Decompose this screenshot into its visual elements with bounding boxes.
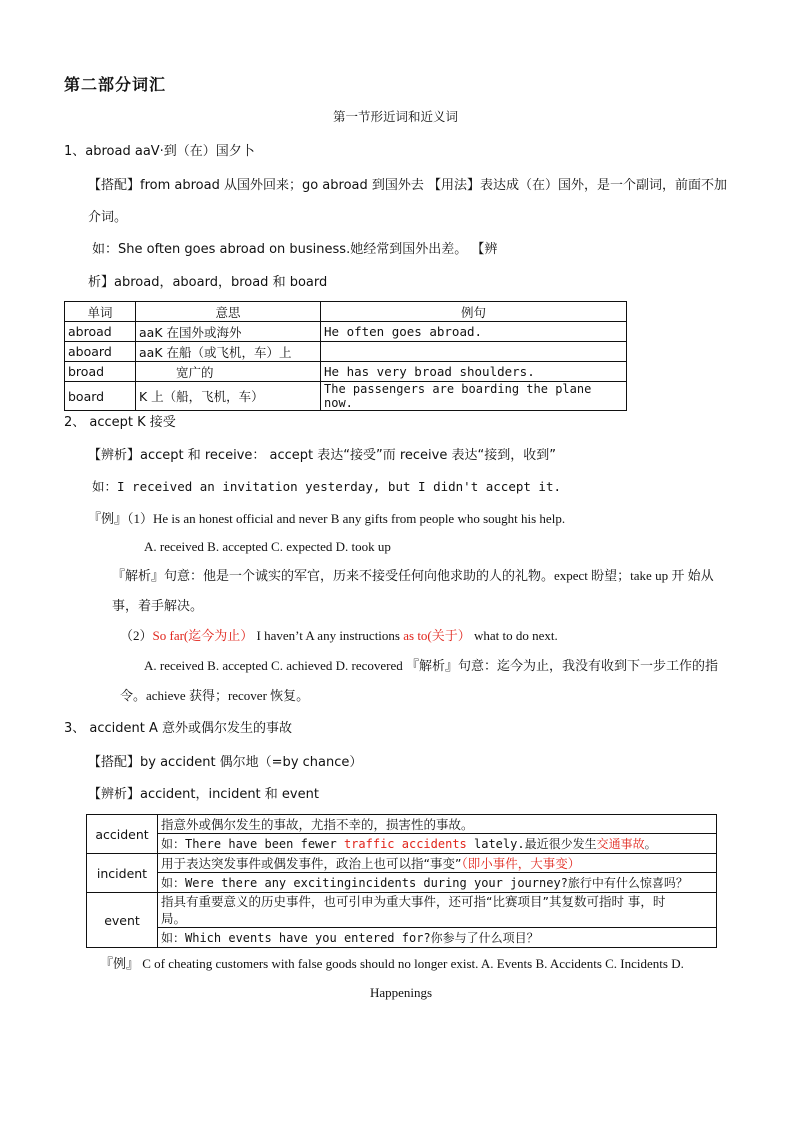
red-annotation: （即小事件，大事变） <box>461 856 581 871</box>
table-cell-example: He has very broad shoulders. <box>321 362 627 382</box>
red-annotation-so-far: So far(迄今为止） <box>152 628 254 643</box>
table-cell-word: board <box>65 382 136 411</box>
table-row <box>65 322 627 342</box>
table-header-example: 例句 <box>321 302 627 322</box>
table-row <box>65 362 627 382</box>
section-title: 第一节形近词和近义词 <box>333 109 459 124</box>
table-row <box>87 928 717 948</box>
entry-abroad-head: 1、abroad aaV·到（在）国夕卜 <box>64 144 255 159</box>
question-number: （2） <box>120 628 153 643</box>
table-cell-word: incident <box>87 854 158 893</box>
entry-abroad-collocation: 【搭配】from abroad 从国外回来；go abroad 到国外去 【用法】表达成（在）国外，是一个副词，前面不加 <box>88 178 728 193</box>
entry-abroad-analysis: 析】abroad，aboard，broad 和 board <box>88 275 328 290</box>
table-header-word: 单词 <box>65 302 136 322</box>
red-highlight-chinese: 交通事故 <box>596 837 645 851</box>
meaning-text: 用于表达突发事件或偶发事件，政治上也可以指“事变” <box>161 856 462 871</box>
accept-question-2-options: A. received B. accepted C. achieved D. recovered 『解析』句意：迄今为止，我没有收到下一步工作的指 <box>144 658 719 673</box>
table-cell-example: 如：Which events have you entered for?你参与了什么项目？ <box>158 928 717 948</box>
table-cell-word: accident <box>87 815 158 854</box>
part-title: 第二部分词汇 <box>64 75 167 94</box>
abroad-comparison-table <box>64 301 627 411</box>
table-header-meaning: 意思 <box>136 302 321 322</box>
table-cell-example <box>321 342 627 362</box>
table-cell-word: event <box>87 893 158 948</box>
red-highlight-traffic-accidents: traffic accidents <box>343 837 467 851</box>
accept-question-1-options: A. received B. accepted C. expected D. took up <box>144 539 391 554</box>
entry-accident-collocation: 【搭配】by accident 偶尔地（=by chance） <box>88 755 363 770</box>
example-text: 如：There have been fewer <box>161 837 344 851</box>
accept-question-2 <box>120 625 558 644</box>
accident-question-cont: Happenings <box>370 985 433 1000</box>
table-row <box>87 873 717 893</box>
table-cell-example: He often goes abroad. <box>321 322 627 342</box>
table-header-row <box>65 302 627 322</box>
table-cell-word: aboard <box>65 342 136 362</box>
accept-question-1-explain: 『解析』句意：他是一个诚实的军官，历来不接受任何向他求助的人的礼物。expect 盼望；take up 开 始从 <box>112 568 714 583</box>
red-annotation-as-to: as to(关于） <box>403 628 471 643</box>
table-cell-example: The passengers are boarding the plane now. <box>321 382 627 411</box>
table-cell-meaning: 宽广的 <box>136 362 321 382</box>
table-row <box>87 893 717 928</box>
table-cell-meaning <box>158 854 717 873</box>
question-text-end: what to do next. <box>474 628 558 643</box>
meaning-text: 指具有重要意义的历史事件，也可引申为重大事件，还可指“比赛项目”其复数可指时 事，时 <box>161 894 666 909</box>
table-row <box>87 854 717 873</box>
table-row <box>65 382 627 411</box>
meaning-text-cont: 局。 <box>161 911 187 926</box>
table-row <box>87 815 717 834</box>
question-text: I haven’t A any instructions <box>256 628 404 643</box>
table-row <box>65 342 627 362</box>
entry-accident-head: 3、 accident A 意外或偶尔发生的事故 <box>64 721 293 736</box>
accident-question: 『例』 C of cheating customers with false goods should no longer exist. A. Events B. Accidents C. Incidents D. <box>100 956 684 971</box>
table-cell-word: abroad <box>65 322 136 342</box>
table-cell-meaning: 指意外或偶尔发生的事故，尤指不幸的，损害性的事故。 <box>158 815 717 834</box>
entry-abroad-example: 如：She often goes abroad on business.她经常到国外出差。 【辨 <box>92 242 498 257</box>
entry-accept-head: 2、 accept K 接受 <box>64 415 176 430</box>
example-text: 。 <box>644 837 657 851</box>
table-cell-word: broad <box>65 362 136 382</box>
accident-comparison-table <box>86 814 717 948</box>
accept-question-1: 『例』（1）He is an honest official and never B any gifts from people who sought his help. <box>88 511 566 526</box>
table-cell-meaning: aaK 在国外或海外 <box>136 322 321 342</box>
table-cell-example <box>158 834 717 854</box>
entry-accept-example: 如：I received an invitation yesterday, but I didn't accept it. <box>92 479 562 494</box>
table-cell-meaning <box>158 893 717 928</box>
table-cell-example: 如：Were there any excitingincidents during your journey?旅行中有什么惊喜吗？ <box>158 873 717 893</box>
table-cell-meaning: K 上（船，飞机，车） <box>136 382 321 411</box>
entry-accident-analysis: 【辨析】accident，incident 和 event <box>88 787 319 802</box>
table-row <box>87 834 717 854</box>
table-cell-meaning: aaK 在船（或飞机，车）上 <box>136 342 321 362</box>
example-text: lately.最近很少发生 <box>466 837 597 851</box>
accept-question-2-options-cont: 令。achieve 获得；recover 恢复。 <box>120 688 310 703</box>
entry-accept-analysis: 【辨析】accept 和 receive： accept 表达“接受”而 receive 表达“接到，收到” <box>88 448 556 463</box>
accept-question-1-explain-cont: 事，着手解决。 <box>112 598 204 613</box>
entry-abroad-collocation-cont: 介词。 <box>88 210 128 225</box>
